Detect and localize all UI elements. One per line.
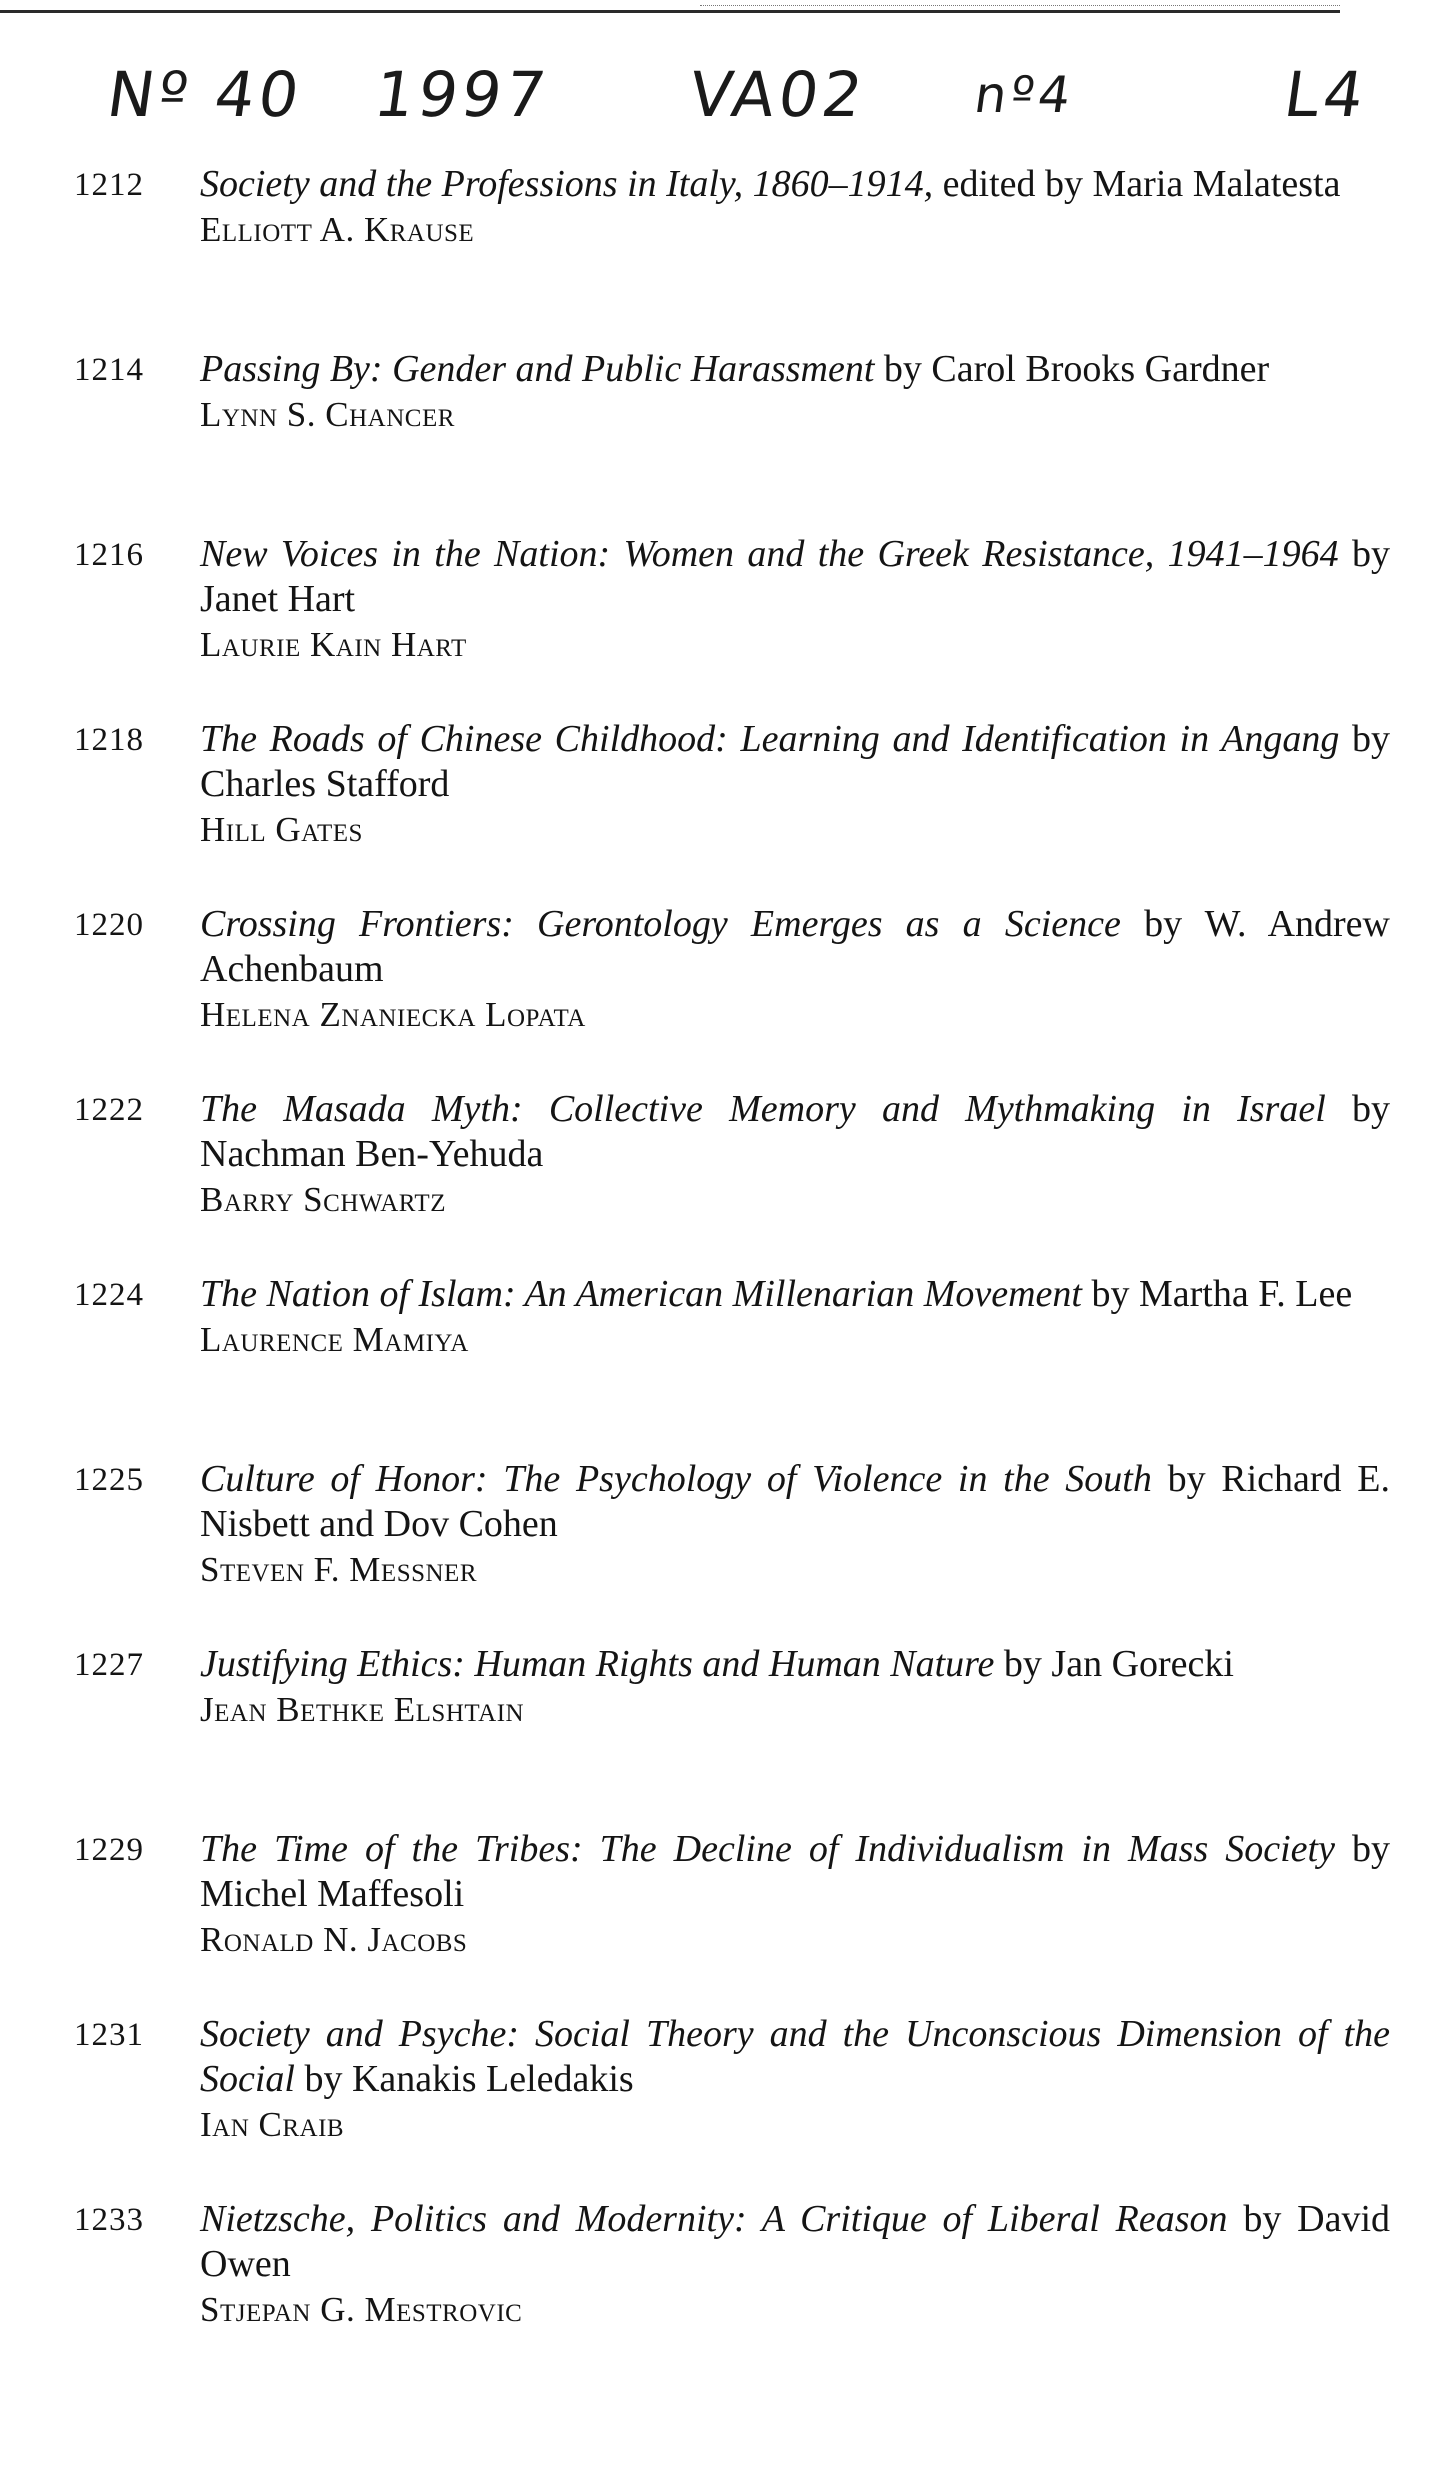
top-rule bbox=[0, 10, 1340, 13]
review-entry bbox=[0, 1642, 1446, 1827]
page-number: 1216 bbox=[74, 537, 144, 573]
book-title: The Roads of Chinese Childhood: Learning and Identification in Angang bbox=[200, 718, 1340, 760]
book-citation bbox=[200, 1827, 1390, 1917]
review-entry bbox=[0, 1087, 1446, 1272]
book-byline: by Richard E. Nisbett and Dov Cohen bbox=[200, 1458, 1390, 1545]
entry-body bbox=[200, 2012, 1390, 2147]
book-title: Culture of Honor: The Psychology of Violence in the South bbox=[200, 1458, 1152, 1500]
book-citation bbox=[200, 1457, 1390, 1547]
page-number: 1225 bbox=[74, 1462, 144, 1498]
book-byline: by Charles Stafford bbox=[200, 718, 1391, 805]
review-entry bbox=[0, 1827, 1446, 2012]
page-number: 1220 bbox=[74, 907, 144, 943]
handwritten-note-1: Nº 40 bbox=[102, 58, 308, 131]
review-entry bbox=[0, 162, 1446, 347]
entry-body bbox=[200, 1457, 1390, 1592]
book-byline: by Michel Maffesoli bbox=[200, 1828, 1391, 1915]
book-title: The Nation of Islam: An American Millenarian Movement bbox=[200, 1273, 1082, 1315]
page-number: 1229 bbox=[74, 1832, 144, 1868]
handwritten-note-2: 1997 bbox=[369, 58, 554, 131]
book-title: Society and Psyche: Social Theory and the Unconscious Dimension of the Social bbox=[200, 2013, 1390, 2100]
book-byline: by David Owen bbox=[200, 2198, 1391, 2285]
page-number: 1227 bbox=[74, 1647, 144, 1683]
reviewer-name: Hill Gates bbox=[200, 810, 363, 849]
reviewer-name: Laurie Kain Hart bbox=[200, 625, 467, 664]
review-entry bbox=[0, 347, 1446, 532]
book-citation bbox=[200, 532, 1390, 622]
entry-body bbox=[200, 532, 1390, 667]
book-citation bbox=[200, 902, 1390, 992]
reviewer-name: Lynn S. Chancer bbox=[200, 395, 455, 434]
book-title: Justifying Ethics: Human Rights and Human Nature bbox=[200, 1643, 995, 1685]
reviewer-name: Jean Bethke Elshtain bbox=[200, 1690, 525, 1729]
entry-body bbox=[200, 1827, 1390, 1962]
handwritten-note-4: nº4 bbox=[970, 66, 1079, 124]
book-citation bbox=[200, 162, 1390, 207]
entry-body bbox=[200, 162, 1390, 252]
book-byline: by Nachman Ben-Yehuda bbox=[200, 1088, 1391, 1175]
reviewer-name: Laurence Mamiya bbox=[200, 1320, 469, 1359]
book-title: Passing By: Gender and Public Harassment bbox=[200, 348, 875, 390]
entry-body bbox=[200, 902, 1390, 1037]
entry-body bbox=[200, 347, 1390, 437]
review-entry bbox=[0, 1457, 1446, 1642]
entry-body bbox=[200, 2197, 1390, 2332]
entry-body bbox=[200, 1272, 1390, 1362]
book-citation bbox=[200, 347, 1390, 392]
book-byline: by Martha F. Lee bbox=[1081, 1273, 1353, 1315]
book-byline: by Jan Gorecki bbox=[994, 1643, 1234, 1685]
handwritten-annotation bbox=[0, 40, 1446, 150]
page-number: 1233 bbox=[74, 2202, 144, 2238]
review-entry bbox=[0, 902, 1446, 1087]
book-title: Society and the Professions in Italy, 1860–1914, bbox=[200, 163, 934, 205]
entry-body bbox=[200, 717, 1390, 852]
book-title: The Masada Myth: Collective Memory and Mythmaking in Israel bbox=[200, 1088, 1326, 1130]
reviewer-name: Steven F. Messner bbox=[200, 1550, 477, 1589]
book-title: Nietzsche, Politics and Modernity: A Critique of Liberal Reason bbox=[200, 2198, 1228, 2240]
reviewer-name: Barry Schwartz bbox=[200, 1180, 446, 1219]
book-title: New Voices in the Nation: Women and the Greek Resistance, 1941–1964 bbox=[200, 533, 1339, 575]
handwritten-note-3: VA02 bbox=[684, 58, 871, 131]
review-entry bbox=[0, 2197, 1446, 2382]
page-number: 1231 bbox=[74, 2017, 144, 2053]
book-title: The Time of the Tribes: The Decline of Individualism in Mass Society bbox=[200, 1828, 1335, 1870]
review-entry bbox=[0, 532, 1446, 717]
review-entry bbox=[0, 717, 1446, 902]
book-citation bbox=[200, 1087, 1390, 1177]
book-citation bbox=[200, 717, 1390, 807]
page-number: 1218 bbox=[74, 722, 144, 758]
review-list bbox=[0, 162, 1446, 2382]
book-citation bbox=[200, 2012, 1390, 2102]
reviewer-name: Elliott A. Krause bbox=[200, 210, 475, 249]
book-citation bbox=[200, 1642, 1390, 1687]
book-byline: by Janet Hart bbox=[200, 533, 1390, 620]
review-entry bbox=[0, 1272, 1446, 1457]
page-number: 1214 bbox=[74, 352, 144, 388]
book-citation bbox=[200, 1272, 1390, 1317]
book-byline: edited by Maria Malatesta bbox=[933, 163, 1341, 205]
page-number: 1222 bbox=[74, 1092, 144, 1128]
reviewer-name: Ronald N. Jacobs bbox=[200, 1920, 468, 1959]
reviewer-name: Stjepan G. Mestrovic bbox=[200, 2290, 523, 2329]
book-byline: by Kanakis Leledakis bbox=[294, 2058, 634, 2100]
entry-body bbox=[200, 1087, 1390, 1222]
top-rule-dotted bbox=[700, 5, 1340, 6]
book-byline: by Carol Brooks Gardner bbox=[874, 348, 1270, 390]
entry-body bbox=[200, 1642, 1390, 1732]
book-byline: by W. Andrew Achenbaum bbox=[200, 903, 1390, 990]
reviewer-name: Helena Znaniecka Lopata bbox=[200, 995, 586, 1034]
reviewer-name: Ian Craib bbox=[200, 2105, 345, 2144]
book-title: Crossing Frontiers: Gerontology Emerges as a Science bbox=[200, 903, 1121, 945]
book-citation bbox=[200, 2197, 1390, 2287]
page-number: 1212 bbox=[74, 167, 144, 203]
page-number: 1224 bbox=[74, 1277, 144, 1313]
review-entry bbox=[0, 2012, 1446, 2197]
handwritten-note-5: L4 bbox=[1279, 58, 1373, 131]
